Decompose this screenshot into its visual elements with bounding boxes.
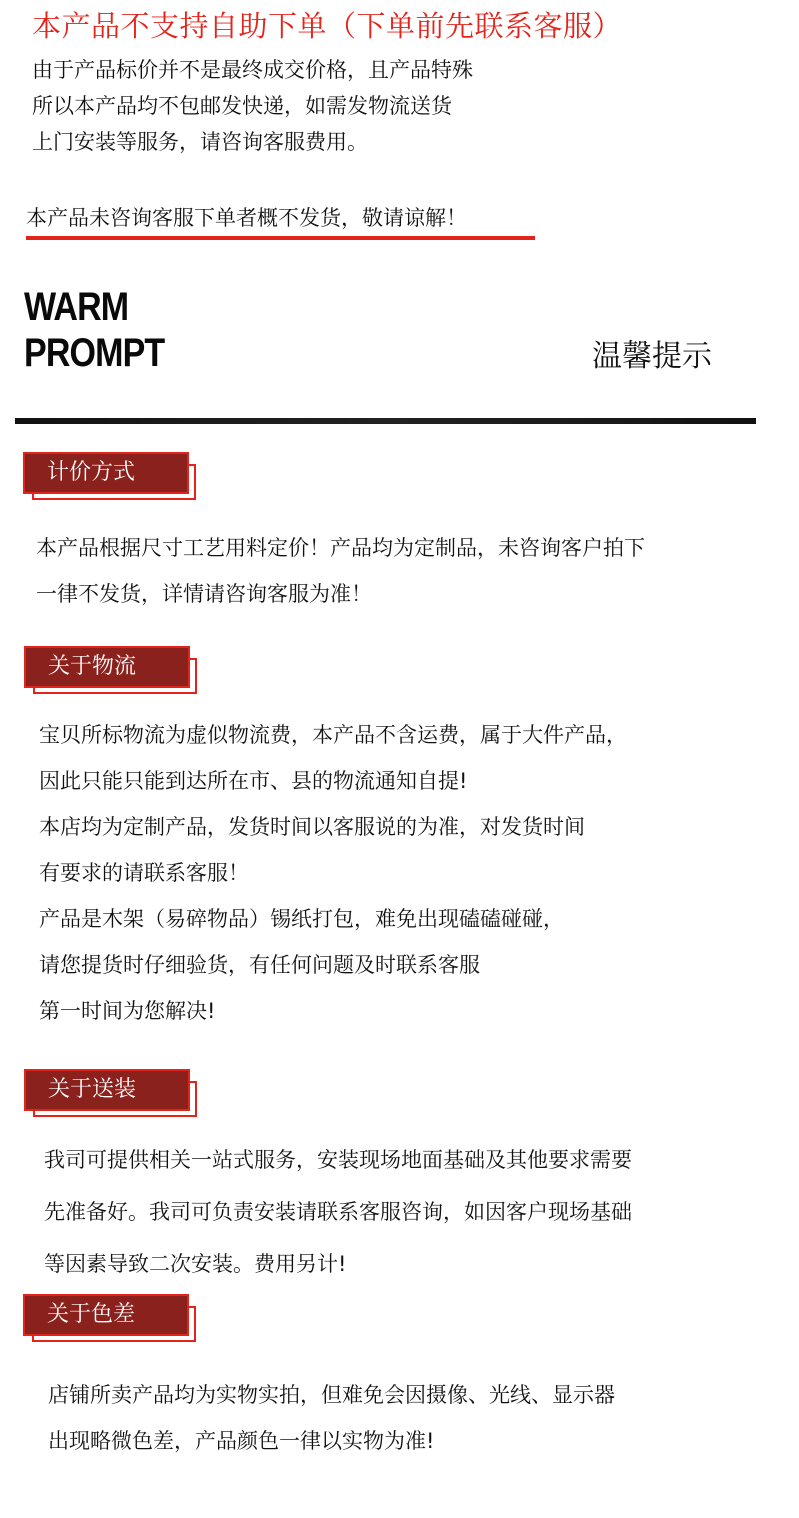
warm-prompt-cn: 温馨提示 <box>592 339 712 374</box>
body-line: 我司可提供相关一站式服务，安装现场地面基础及其他要求需要 <box>44 1148 632 1172</box>
body-line: 因此只能只能到达所在市、县的物流通知自提! <box>39 769 468 793</box>
section-badge-color-difference <box>23 1294 199 1344</box>
body-line: 本店均为定制产品，发货时间以客服说的为准，对发货时间 <box>39 815 585 839</box>
notice-underline <box>26 236 535 240</box>
page-title: 本产品不支持自助下单（下单前先联系客服） <box>32 9 623 43</box>
section-color-difference-body <box>48 1372 615 1464</box>
intro-line: 所以本产品均不包邮发快递，如需发物流送货 <box>32 94 452 118</box>
section-logistics-body <box>39 712 627 1034</box>
order-notice: 本产品未咨询客服下单者概不发货，敬请谅解！ <box>26 206 467 230</box>
body-line: 出现略微色差，产品颜色一律以实物为准! <box>48 1429 435 1453</box>
body-line: 本产品根据尺寸工艺用料定价！产品均为定制品，未咨询客户拍下 <box>36 536 645 560</box>
body-line: 先准备好。我司可负责安装请联系客服咨询，如因客户现场基础 <box>44 1200 632 1224</box>
section-title: 关于物流 <box>24 646 190 688</box>
section-title: 关于送装 <box>24 1069 190 1111</box>
body-line: 店铺所卖产品均为实物实拍，但难免会因摄像、光线、显示器 <box>48 1383 615 1407</box>
intro-paragraph <box>32 52 473 160</box>
body-line: 产品是木架（易碎物品）锡纸打包，难免出现磕磕碰碰， <box>39 907 564 931</box>
section-badge-logistics <box>24 646 200 696</box>
body-line: 请您提货时仔细验货，有任何问题及时联系客服 <box>39 953 480 977</box>
warm-prompt-en-line1: WARM <box>24 285 129 329</box>
warm-prompt-en-line2: PROMPT <box>24 331 165 375</box>
warm-prompt-heading <box>24 284 164 376</box>
section-badge-installation <box>24 1069 200 1119</box>
body-line: 第一时间为您解决! <box>39 999 216 1023</box>
section-pricing-body <box>36 525 645 617</box>
intro-line: 上门安装等服务，请咨询客服费用。 <box>32 130 368 154</box>
section-divider <box>15 418 756 424</box>
section-badge-pricing <box>23 452 199 502</box>
section-title: 计价方式 <box>23 452 189 494</box>
intro-line: 由于产品标价并不是最终成交价格，且产品特殊 <box>32 58 473 82</box>
section-title: 关于色差 <box>23 1294 189 1336</box>
body-line: 等因素导致二次安装。费用另计! <box>44 1252 347 1276</box>
body-line: 一律不发货，详情请咨询客服为准！ <box>36 582 372 606</box>
body-line: 有要求的请联系客服！ <box>39 861 249 885</box>
section-installation-body <box>44 1134 632 1290</box>
body-line: 宝贝所标物流为虚似物流费，本产品不含运费，属于大件产品， <box>39 723 627 747</box>
